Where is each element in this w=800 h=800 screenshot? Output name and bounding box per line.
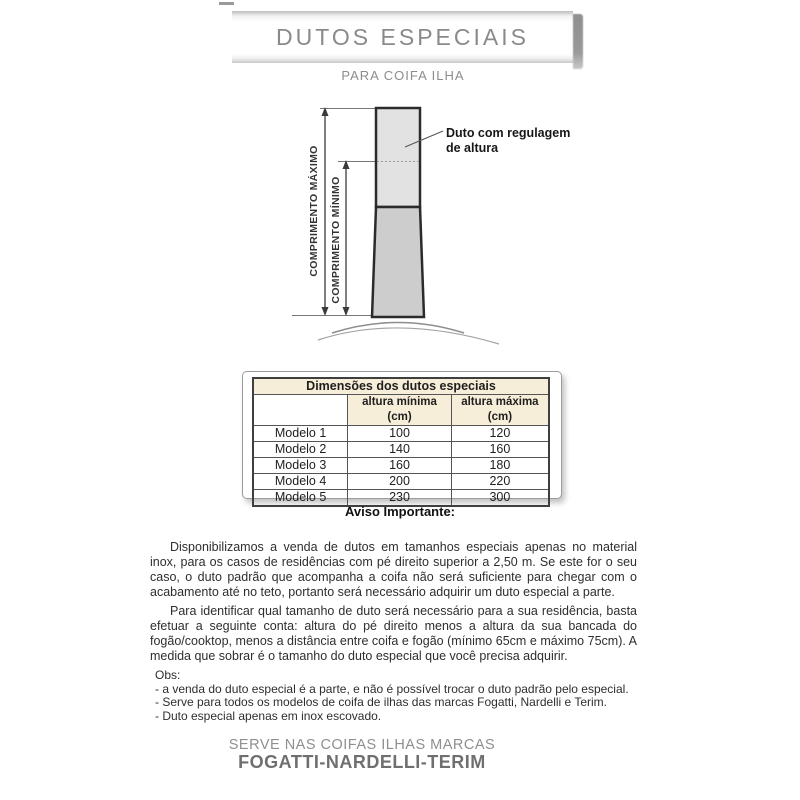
model-cell: Modelo 2: [253, 442, 348, 458]
max-height-cell: 300: [451, 490, 549, 507]
table-title: Dimensões dos dutos especiais: [253, 378, 549, 395]
min-height-cell: 140: [348, 442, 452, 458]
title-banner: [232, 11, 573, 63]
max-height-cell: 180: [451, 458, 549, 474]
max-height-header: altura máxima (cm): [451, 395, 549, 426]
footer-tagline: SERVE NAS COIFAS ILHAS MARCAS: [228, 737, 496, 753]
max-length-label: COMPRIMENTO MÁXIMO: [308, 145, 320, 277]
page-title: DUTOS ESPECIAIS: [276, 23, 529, 50]
dimensions-table: [252, 377, 550, 507]
obs-item: - Serve para todos os modelos de coifa de ilhas das marcas Fogatti, Nardelli e Terim.: [155, 695, 607, 709]
table-title-row: [253, 378, 549, 395]
table-row: [253, 458, 549, 474]
duct-upper-section: [376, 108, 420, 207]
empty-header-cell: [253, 395, 348, 426]
min-height-cell: 230: [348, 490, 452, 507]
notice-heading: Aviso Importante:: [344, 504, 456, 519]
page-subtitle: PARA COIFA ILHA: [341, 68, 465, 83]
table-row: [253, 442, 549, 458]
min-height-cell: 200: [348, 474, 452, 490]
max-height-cell: 120: [451, 426, 549, 442]
min-length-label: COMPRIMENTO MÍNIMO: [330, 176, 342, 304]
obs-item: - Duto especial apenas em inox escovado.: [155, 708, 382, 723]
min-height-cell: 160: [348, 458, 452, 474]
hood-outer-curve: [318, 328, 499, 344]
model-cell: Modelo 4: [253, 474, 348, 490]
model-cell: Modelo 1: [253, 426, 348, 442]
table-header-row: [253, 395, 549, 426]
obs-heading: Obs:: [155, 668, 181, 682]
callout-label-line1: Duto com regulagem: [446, 126, 571, 140]
observations-block: [155, 669, 675, 723]
min-height-cell: 100: [348, 426, 452, 442]
model-cell: Modelo 3: [253, 458, 348, 474]
min-arrow-down-head-icon: [343, 307, 350, 316]
notice-paragraph-1: Disponibilizamos a venda de dutos em tamanhos especiais apenas no material inox, para os casos de residências com pé direito superior a 2,50 m. Se este for o seu caso, o duto padrão que acompanha a coifa não será suficiente para chegar com o acabamento até no teto, portanto será necessário adquirir um duto especial a parte.: [150, 539, 637, 600]
table-row: [253, 474, 549, 490]
model-cell: Modelo 5: [253, 490, 348, 507]
banner-shadow-decoration: [573, 14, 583, 69]
banner-edge-decoration: [219, 2, 234, 5]
duct-lower-section: [372, 207, 424, 317]
duct-diagram: [280, 90, 580, 350]
max-arrow-down-head-icon: [322, 307, 329, 316]
min-height-header: altura mínima (cm): [348, 395, 452, 426]
max-height-cell: 220: [451, 474, 549, 490]
table-row: [253, 426, 549, 442]
max-height-cell: 160: [451, 442, 549, 458]
obs-item: - a venda do duto especial é a parte, e não é possível trocar o duto padrão pelo especial.: [155, 681, 629, 696]
callout-label-line2: de altura: [446, 141, 499, 155]
dimensions-table-panel: [242, 371, 562, 504]
footer-brands: FOGATTI-NARDELLI-TERIM: [238, 752, 486, 772]
notice-paragraph-2: Para identificar qual tamanho de duto será necessário para a sua residência, basta efetuar a seguinte conta: altura do pé direito menos a altura da sua bancada do fogão/cooktop, menos a distância entre coifa e fogão (mínimo 65cm e máximo 75cm). A medida que sobrar é o tamanho do duto especial que você precisa adquirir.: [150, 603, 637, 664]
